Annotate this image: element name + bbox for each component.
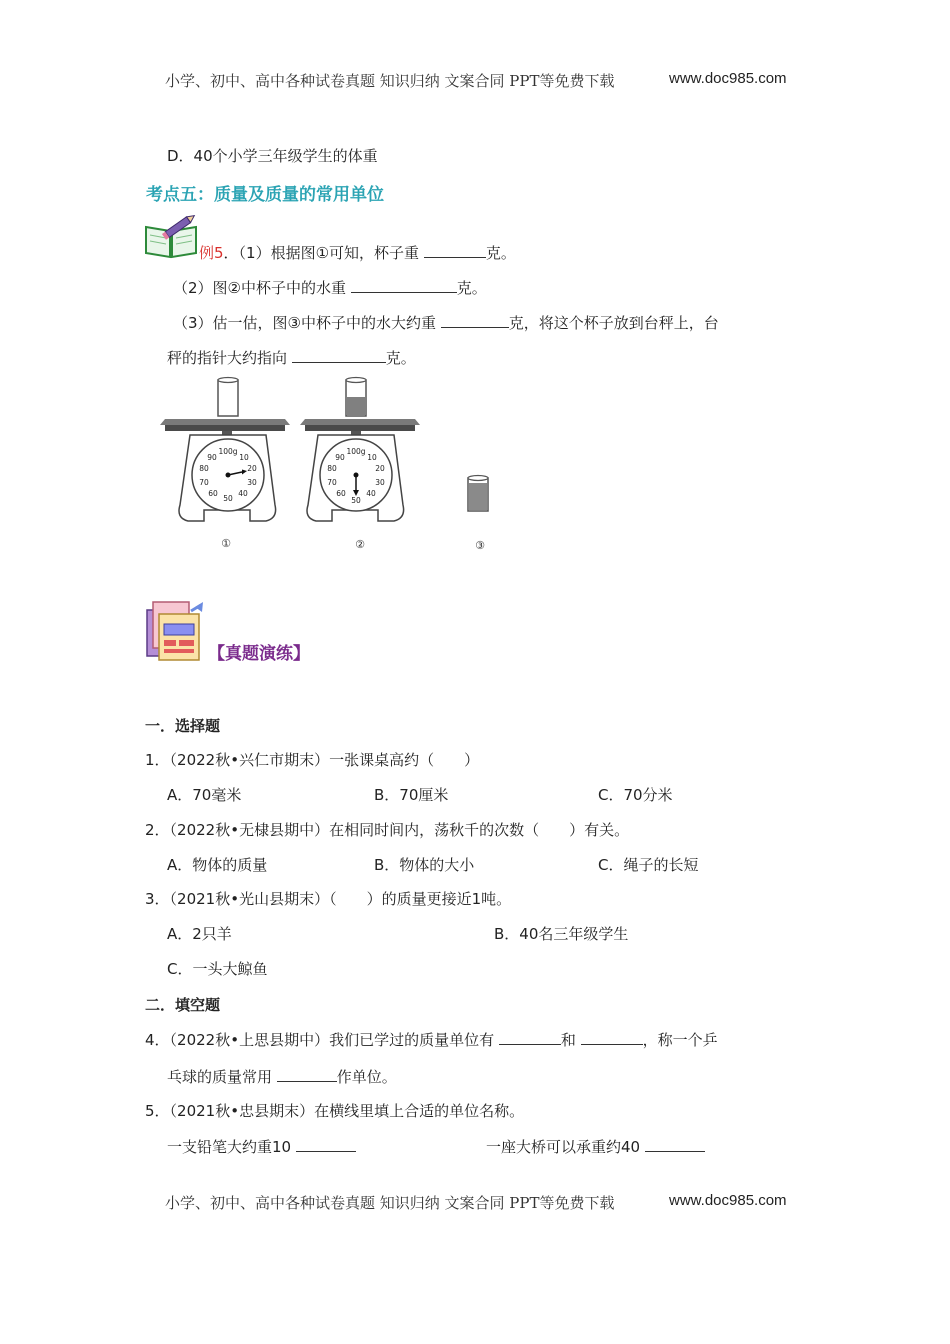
- q4-line2: [167, 1067, 397, 1087]
- q4-blank-2[interactable]: [581, 1030, 643, 1045]
- q1-option-a[interactable]: A．70毫米: [167, 786, 242, 804]
- blank-water-weight[interactable]: [351, 278, 457, 293]
- q5-stem: 5．（2021秋•忠县期末）在横线里填上合适的单位名称。: [145, 1102, 525, 1120]
- q5-a-text: 一支铅笔大约重10: [167, 1138, 292, 1156]
- book-pencil-icon: [143, 213, 199, 259]
- q2-option-b[interactable]: B．物体的大小: [374, 856, 475, 874]
- example-q3-line2: [167, 348, 416, 368]
- s2-label-10: 10: [367, 453, 377, 462]
- q3-stem: 3．（2021秋•光山县期末）（ ）的质量更接近1吨。: [145, 890, 512, 908]
- example-q3-line2-unit: 克。: [385, 349, 416, 367]
- s1-label-90: 90: [207, 453, 217, 462]
- s1-label-80: 80: [199, 464, 209, 473]
- header-url[interactable]: www.doc985.com: [669, 70, 787, 87]
- s2-label-30: 30: [375, 478, 385, 487]
- s2-label-40: 40: [366, 489, 376, 498]
- s1-label-30: 30: [247, 478, 257, 487]
- q5-item-a: [167, 1137, 356, 1157]
- s1-label-20: 20: [247, 464, 257, 473]
- q4-and: 和: [560, 1031, 576, 1049]
- s2-label-100g: 100g: [346, 447, 366, 456]
- s1-label-50: 50: [223, 494, 233, 503]
- q5-b-text: 一座大桥可以承重约40: [486, 1138, 641, 1156]
- footer-url[interactable]: www.doc985.com: [669, 1192, 787, 1209]
- example-q3-text: （3）估一估，图③中杯子中的水大约重: [173, 314, 436, 332]
- s2-label-20: 20: [375, 464, 385, 473]
- s1-label-60: 60: [208, 489, 218, 498]
- example-q1-unit: 克。: [485, 244, 516, 262]
- s2-label-80: 80: [327, 464, 337, 473]
- q3-option-a[interactable]: A．2只羊: [167, 925, 232, 943]
- s1-label-70: 70: [199, 478, 209, 487]
- q3-option-b[interactable]: B．40名三年级学生: [494, 925, 629, 943]
- example-q2-unit: 克。: [456, 279, 487, 297]
- footer-banner: 小学、初中、高中各种试卷真题 知识归纳 文案合同 PPT等免费下载: [165, 1194, 615, 1212]
- caption-3: ③: [475, 539, 485, 552]
- s2-label-70: 70: [327, 478, 337, 487]
- q1-option-b[interactable]: B．70厘米: [374, 786, 449, 804]
- s2-label-50: 50: [351, 496, 361, 505]
- q5-blank-b[interactable]: [645, 1137, 705, 1152]
- practice-title: 【真题演练】: [208, 644, 310, 664]
- kaodian-title: 考点五：质量及质量的常用单位: [146, 185, 384, 205]
- q4-text: 4．（2022秋•上思县期中）我们已学过的质量单位有: [145, 1031, 495, 1049]
- caption-1: ①: [221, 537, 231, 550]
- blank-estimate-water[interactable]: [441, 313, 509, 328]
- example-q2-text: （2）图②中杯子中的水重: [173, 279, 346, 297]
- q5-item-b: [486, 1137, 705, 1157]
- q4-line2-text: 乓球的质量常用: [167, 1068, 273, 1086]
- header-banner: 小学、初中、高中各种试卷真题 知识归纳 文案合同 PPT等免费下载: [165, 72, 615, 90]
- q2-option-c[interactable]: C．绳子的长短: [598, 856, 699, 874]
- section-choice-title: 一．选择题: [145, 717, 221, 735]
- caption-2: ②: [355, 538, 365, 551]
- practice-icon: [145, 600, 207, 662]
- blank-pointer-value[interactable]: [292, 348, 386, 363]
- scales-figure: [160, 375, 520, 555]
- q5-blank-a[interactable]: [296, 1137, 356, 1152]
- example-q1-text: ．（1）根据图①可知，杯子重: [223, 244, 420, 262]
- prev-option-d: D．40个小学三年级学生的体重: [167, 147, 378, 165]
- cup-3: [468, 476, 488, 512]
- s2-label-90: 90: [335, 453, 345, 462]
- example-q1: [199, 243, 516, 263]
- q4-blank-1[interactable]: [499, 1030, 561, 1045]
- s2-label-60: 60: [336, 489, 346, 498]
- example-q3: [173, 313, 719, 333]
- q4-post: ，称一个乒: [642, 1031, 718, 1049]
- q4-blank-3[interactable]: [277, 1067, 337, 1082]
- q2-option-a[interactable]: A．物体的质量: [167, 856, 268, 874]
- q1-stem: 1．（2022秋•兴仁市期末）一张课桌高约（ ）: [145, 751, 480, 769]
- q3-option-c[interactable]: C．一头大鲸鱼: [167, 960, 268, 978]
- s1-label-100g: 100g: [218, 447, 238, 456]
- example-q3-line2-text: 秤的指针大约指向: [167, 349, 288, 367]
- s1-label-40: 40: [238, 489, 248, 498]
- q4-line2-post: 作单位。: [336, 1068, 397, 1086]
- section-fill-title: 二．填空题: [145, 996, 221, 1014]
- q4-line1: [145, 1030, 718, 1050]
- blank-cup-weight[interactable]: [424, 243, 486, 258]
- s1-label-10: 10: [239, 453, 249, 462]
- q1-option-c[interactable]: C．70分米: [598, 786, 673, 804]
- example-q3-mid: 克，将这个杯子放到台秤上，台: [508, 314, 719, 332]
- example-label: 例5: [199, 244, 224, 262]
- q2-stem: 2．（2022秋•无棣县期中）在相同时间内，荡秋千的次数（ ）有关。: [145, 821, 630, 839]
- example-q2: [173, 278, 487, 298]
